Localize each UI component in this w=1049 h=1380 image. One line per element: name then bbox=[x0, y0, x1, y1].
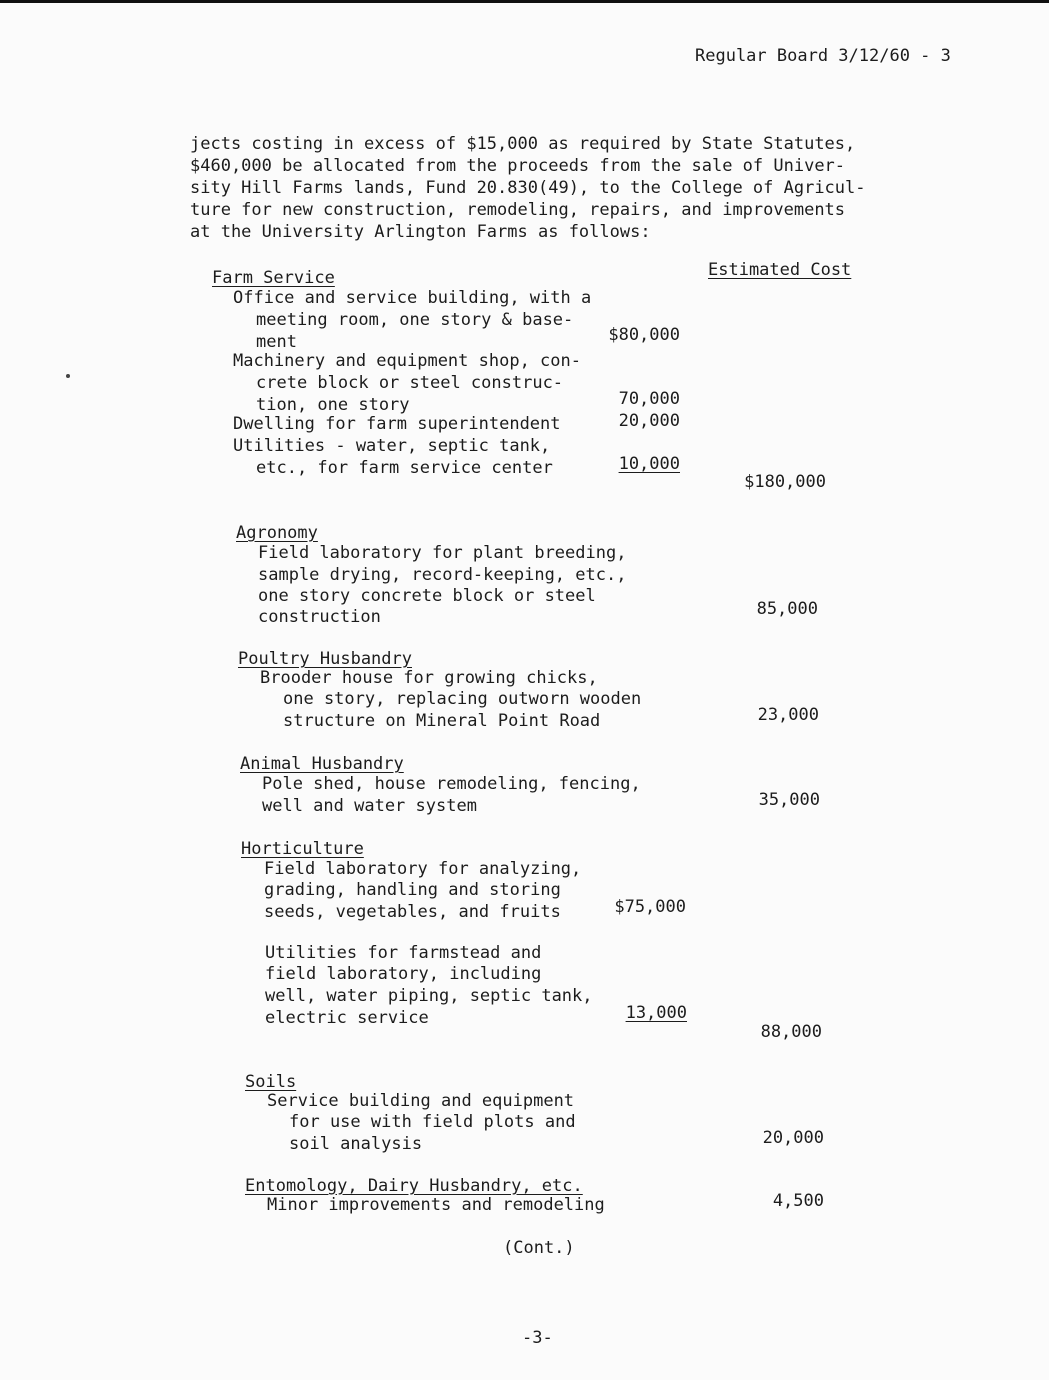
section-total: 88,000 bbox=[760, 1022, 822, 1042]
section-heading: Poultry Husbandry bbox=[238, 649, 412, 669]
section-total: $180,000 bbox=[744, 472, 826, 492]
item-amount: 20,000 bbox=[618, 411, 680, 431]
section-total: 4,500 bbox=[772, 1191, 824, 1211]
intro-line: $460,000 be allocated from the proceeds from the sale of Univer- bbox=[190, 156, 846, 176]
item-line: Utilities - water, septic tank, bbox=[233, 436, 551, 456]
item-line: Dwelling for farm superintendent bbox=[233, 414, 561, 434]
item-line: grading, handling and storing bbox=[264, 880, 561, 900]
section-heading: Horticulture bbox=[241, 839, 364, 859]
item-line: construction bbox=[258, 607, 381, 627]
item-line: meeting room, one story & base- bbox=[256, 310, 574, 330]
page-header: Regular Board 3/12/60 - 3 bbox=[695, 46, 951, 66]
item-line: ment bbox=[256, 332, 297, 352]
item-amount: 70,000 bbox=[618, 389, 680, 409]
stray-mark bbox=[66, 374, 70, 378]
item-line: crete block or steel construc- bbox=[256, 373, 564, 393]
estimated-cost-heading: Estimated Cost bbox=[708, 260, 852, 280]
page-number: -3- bbox=[522, 1328, 553, 1348]
item-line: Machinery and equipment shop, con- bbox=[233, 351, 581, 371]
item-amount: $80,000 bbox=[608, 325, 680, 345]
item-line: soil analysis bbox=[289, 1134, 423, 1154]
section-total: 85,000 bbox=[756, 599, 818, 619]
intro-line: jects costing in excess of $15,000 as required by State Statutes, bbox=[190, 134, 856, 154]
item-line: one story, replacing outworn wooden bbox=[283, 689, 642, 709]
item-line: Office and service building, with a bbox=[233, 288, 592, 308]
item-line: Utilities for farmstead and bbox=[265, 943, 542, 963]
section-heading: Soils bbox=[245, 1072, 297, 1092]
continued-note: (Cont.) bbox=[503, 1238, 575, 1258]
item-line: for use with field plots and bbox=[289, 1112, 576, 1132]
section-heading: Farm Service bbox=[212, 268, 335, 288]
section-heading: Animal Husbandry bbox=[240, 754, 404, 774]
item-line: Field laboratory for analyzing, bbox=[264, 859, 582, 879]
section-heading: Agronomy bbox=[236, 523, 318, 543]
intro-line: sity Hill Farms lands, Fund 20.830(49), to the College of Agricul- bbox=[190, 178, 866, 198]
section-heading: Entomology, Dairy Husbandry, etc. bbox=[245, 1176, 583, 1196]
item-line: structure on Mineral Point Road bbox=[283, 711, 601, 731]
intro-line: ture for new construction, remodeling, repairs, and improvements bbox=[190, 200, 846, 220]
item-line: Field laboratory for plant breeding, bbox=[258, 543, 627, 563]
item-line: Pole shed, house remodeling, fencing, bbox=[262, 774, 641, 794]
item-amount: 13,000 bbox=[625, 1003, 687, 1023]
item-line: tion, one story bbox=[256, 395, 410, 415]
item-line: well, water piping, septic tank, bbox=[265, 986, 593, 1006]
item-line: electric service bbox=[265, 1008, 429, 1028]
item-line: well and water system bbox=[262, 796, 477, 816]
item-line: Service building and equipment bbox=[267, 1091, 575, 1111]
intro-line: at the University Arlington Farms as follows: bbox=[190, 222, 651, 242]
item-amount: $75,000 bbox=[614, 897, 686, 917]
item-line: field laboratory, including bbox=[265, 964, 542, 984]
section-total: 20,000 bbox=[762, 1128, 824, 1148]
item-line: seeds, vegetables, and fruits bbox=[264, 902, 561, 922]
section-total: 23,000 bbox=[757, 705, 819, 725]
top-border bbox=[0, 0, 1049, 3]
item-line: Minor improvements and remodeling bbox=[267, 1195, 605, 1215]
item-line: Brooder house for growing chicks, bbox=[260, 668, 598, 688]
item-line: etc., for farm service center bbox=[256, 458, 553, 478]
item-amount: 10,000 bbox=[618, 454, 680, 474]
section-total: 35,000 bbox=[758, 790, 820, 810]
item-line: one story concrete block or steel bbox=[258, 586, 596, 606]
item-line: sample drying, record-keeping, etc., bbox=[258, 565, 627, 585]
